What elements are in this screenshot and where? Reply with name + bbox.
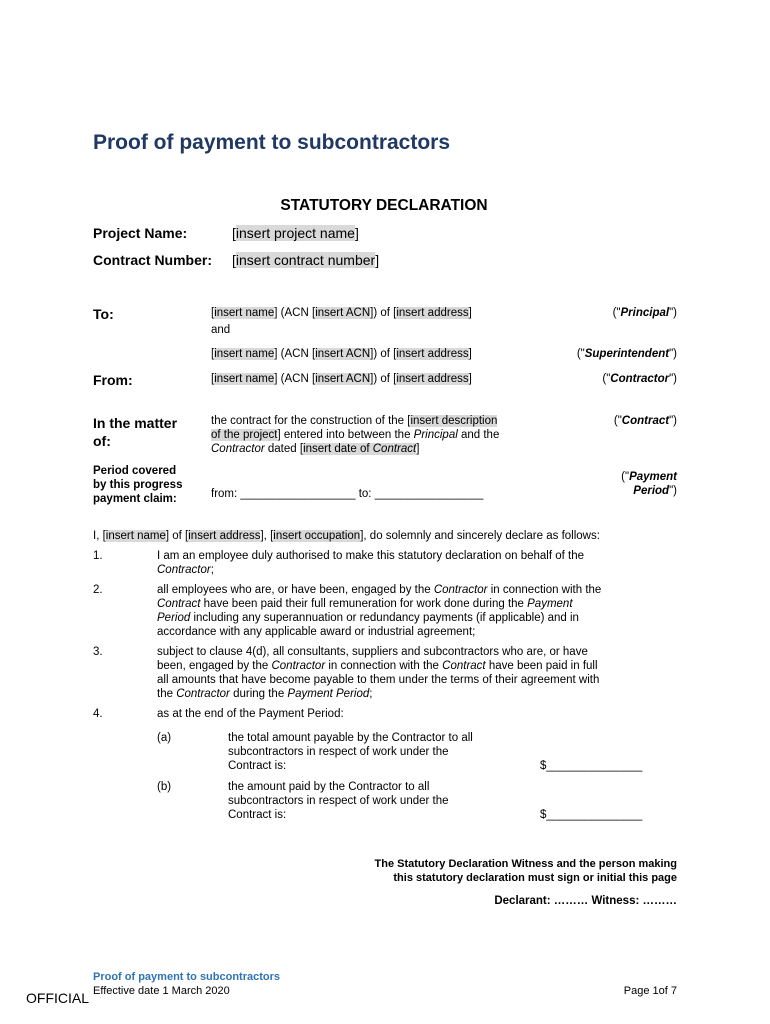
contract-role: ("Contract") [613,415,677,427]
period-label: Period covered by this progress payment claim: [93,465,183,505]
declaration-heading: STATUTORY DECLARATION [280,197,488,214]
item-number: 4. [93,708,103,720]
amount-paid-field[interactable]: $_______________ [540,809,643,821]
contractor-role: ("Contractor") [602,373,677,385]
footer-title: Proof of payment to subcontractors [93,971,281,983]
project-name-label: Project Name: [93,225,188,241]
from-label: From: [93,372,133,388]
and-text: and [211,324,231,336]
payment-period-role: ("Payment Period") [621,471,677,497]
total-payable-amount-field[interactable]: $_______________ [540,760,643,772]
declaration-intro[interactable]: I, [insert name] of [insert address], [insert occupation], do solemnly and sincerely declare as follows: [93,530,600,542]
project-name-field[interactable]: [insert project name] [232,225,359,241]
signature-line[interactable]: Declarant: ……… Witness: ……… [494,895,677,907]
contract-number-field[interactable]: [insert contract number] [232,252,380,268]
declaration-item-1: I am an employee duly authorised to make this statutory declaration on behalf of the Contractor; [157,550,585,576]
witness-note: The Statutory Declaration Witness and the person making this statutory declaration must sign or initial this page [374,858,677,884]
contract-number-label: Contract Number: [93,252,213,268]
declaration-item-3: subject to clause 4(d), all consultants, suppliers and subcontractors who are, or have been, engaged by the Contractor in connection with the Contract have been paid in full all amounts that have become payable to them under the terms of their agreement with the Contractor during the Payment Period; [157,646,600,700]
sub-item-label: (a) [157,732,172,744]
superintendent-role: ("Superintendent") [576,348,677,360]
principal-role: ("Principal") [612,307,677,319]
matter-details[interactable]: the contract for the construction of the [insert description of the project] entered into between the Principal and the Contractor dated [insert date of Contract] [211,415,500,455]
item-number: 1. [93,550,103,562]
to-label: To: [93,306,114,322]
item-number: 2. [93,584,103,596]
period-dates-field[interactable]: from: __________________ to: _________________ [211,488,484,500]
page-number: Page 1of 7 [623,985,677,997]
superintendent-details[interactable]: [insert name] (ACN [insert ACN]) of [insert address] [211,348,472,360]
sub-item-label: (b) [157,781,172,793]
page-title: Proof of payment to subcontractors [93,131,451,154]
item-number: 3. [93,646,103,658]
footer-date: Effective date 1 March 2020 [93,985,230,997]
declaration-item-2: all employees who are, or have been, engaged by the Contractor in connection with the Contract have been paid their full remuneration for work done during the Payment Period including any superannuation or redundancy payments (if applicable) and in accordance with any applicable award or industrial agreement; [157,584,602,638]
contractor-details[interactable]: [insert name] (ACN [insert ACN]) of [insert address] [211,373,472,385]
principal-details[interactable]: [insert name] (ACN [insert ACN]) of [insert address] [211,307,472,319]
matter-label: In the matter of: [93,415,178,449]
declaration-item-4: as at the end of the Payment Period: [157,708,344,720]
sub-item-a-text: the total amount payable by the Contractor to all subcontractors in respect of work under the Contract is: [228,732,473,772]
classification-label: OFFICIAL [26,990,90,1006]
sub-item-b-text: the amount paid by the Contractor to all subcontractors in respect of work under the Contract is: [228,781,449,821]
